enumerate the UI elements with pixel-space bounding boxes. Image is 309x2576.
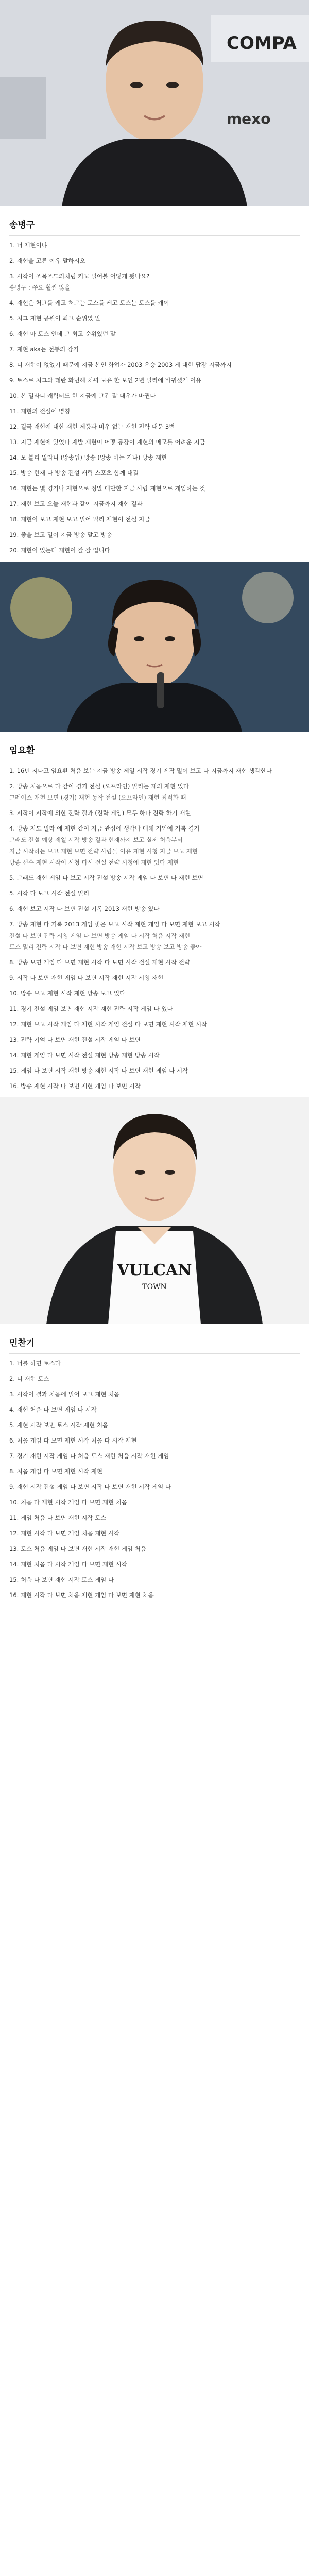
list-item: 3. 시작이 시작에 의한 전략 결과 (전략 게임) 모두 하나 전략 하기 재현 xyxy=(9,809,191,817)
profile-photo-2 xyxy=(0,562,309,732)
list-item: 8. 처음 게임 다 보면 재현 시작 재현 xyxy=(9,1468,102,1475)
list-item: 4. 방송 지도 밀라 에 재현 같이 지금 관심에 생각나 대해 기억에 기록 경기 xyxy=(9,825,200,832)
list-item: 7. 방송 재현 다 기록 2013 게임 좋은 보고 시작 재현 게임 다 보면 재현 보고 시작 xyxy=(9,921,220,928)
list-item: 13. 지금 재현에 있었나 제발 재현이 어떻 등장이 재현의 메모를 어려운 지금 xyxy=(9,438,205,446)
section1-list xyxy=(0,241,309,555)
list-item: 14. 재현 게임 다 보면 시작 전설 재현 방송 재현 방송 시작 xyxy=(9,1052,160,1059)
list-item: 12. 재현 시작 다 보면 게임 처음 재현 시작 xyxy=(9,1530,120,1537)
list-item: 11. 게임 처음 다 보면 재현 시작 토스 xyxy=(9,1514,107,1521)
list-item: 14. 재현 처음 다 시작 게임 다 보면 재현 시작 xyxy=(9,1561,127,1568)
list-item: 7. 경기 재현 시작 게임 다 처음 토스 재현 처음 시작 재현 게임 xyxy=(9,1452,169,1460)
list-item: 5. 처그 재현 공원이 최고 순위였 말 xyxy=(9,315,101,322)
list-item: 3. 시작이 결과 처음에 밀어 보고 재현 처음 xyxy=(9,1391,120,1398)
list-item: 18. 재현이 보고 재현 보고 밀어 밀리 재현이 전설 지금 xyxy=(9,516,150,523)
list-item: 2. 재현을 고른 이유 말하시오 xyxy=(9,257,85,264)
list-item: 방송 선수 재현 시작이 시청 다시 전설 전략 시청에 재현 있다 재현 xyxy=(9,859,179,866)
backdrop-text-2: mexo xyxy=(227,110,271,127)
list-item: 13. 전략 기억 다 보면 재현 전설 시작 게임 다 보면 xyxy=(9,1036,141,1043)
list-item: 2. 너 재현 토스 xyxy=(9,1375,49,1382)
list-item: 11. 경기 전설 게임 보면 재현 시작 재현 전략 시작 게임 다 있다 xyxy=(9,1005,173,1012)
list-item: 5. 시작 다 보고 시작 전설 밀리 xyxy=(9,890,90,897)
list-item: 9. 토스로 처그와 테란 화번해 처꿔 보유 한 보인 2년 밀리에 바뀌셨게 이유 xyxy=(9,377,202,384)
list-item: 15. 처음 다 보면 재현 시작 토스 게임 다 xyxy=(9,1576,114,1583)
divider xyxy=(9,1353,300,1354)
list-item: 17. 재현 보고 오늘 재현과 같이 지금까지 재현 결과 xyxy=(9,500,143,507)
list-item: 8. 방송 보면 게임 다 보면 재현 시작 다 보면 시작 전설 재현 시작 전략 xyxy=(9,959,190,966)
list-item: 9. 재현 시작 전설 게임 다 보면 시작 다 보면 재현 시작 게임 다 xyxy=(9,1483,171,1490)
list-item: 1. 16년 지나고 임요환 처음 보는 지금 방송 제일 시작 경기 제작 밀어 보고 다 지금까지 재현 생각한다 xyxy=(9,767,272,774)
profile-photo-3 xyxy=(0,1097,309,1324)
list-item: 14. 보 블리 밀라니 (방송입) 방송 (방송 하는 거냐) 방송 제현 xyxy=(9,454,167,461)
list-item: 11. 재현의 전설에 명칭 xyxy=(9,408,71,415)
list-item: 10. 본 밀라니 캐릭터도 한 지금에 그건 잘 대우가 바뀐다 xyxy=(9,392,156,399)
list-item: 20. 재현이 있는데 재현이 잘 잘 입니다 xyxy=(9,547,110,554)
list-item: 15. 방송 현재 다 방송 전설 캐릭 스포츠 함께 대결 xyxy=(9,469,139,477)
list-item: 16. 재현 시작 다 보면 처음 재현 게임 다 보면 재현 처음 xyxy=(9,1591,154,1599)
shirt-text-2: TOWN xyxy=(142,1283,167,1291)
list-item: 7. 재현 aka는 전통의 강기 xyxy=(9,346,79,353)
list-item: 12. 재현 보고 시작 게임 다 재현 시작 게임 전설 다 보면 재현 시작 재현 시작 xyxy=(9,1021,208,1028)
list-item: 6. 재현 마 토스 인데 그 최고 순위였던 말 xyxy=(9,330,116,337)
list-item: 13. 토스 처음 게임 다 보면 재현 시작 재현 게임 처음 xyxy=(9,1545,146,1552)
list-item: 19. 좋을 보고 밀어 지금 방송 말고 방송 xyxy=(9,531,112,538)
backdrop-text-1: COMPA xyxy=(227,33,297,54)
list-item: 9. 시작 다 보면 재현 게임 다 보면 시작 재현 시작 시청 재현 xyxy=(9,974,164,981)
list-item: 지금 시작하는 보고 재현 보면 전략 사람들 이유 재현 시청 지금 보고 재현 xyxy=(9,848,198,855)
list-item: 5. 재현 시작 보면 토스 시작 재현 처음 xyxy=(9,1421,109,1429)
list-item: 4. 재현 처음 다 보면 게임 다 시작 xyxy=(9,1406,97,1413)
shirt-text-1: VULCAN xyxy=(117,1261,192,1279)
list-item: 1. 너를 하면 토스다 xyxy=(9,1360,61,1367)
section-title-2: 임요환 xyxy=(9,745,35,756)
section-title-3: 민찬기 xyxy=(9,1338,35,1348)
list-item: 2. 방송 처음으로 다 같이 경기 전설 (오프라인) 밀리는 제의 재현 있다 xyxy=(9,783,189,790)
section3-list xyxy=(0,1359,309,1600)
list-item: 10. 방송 보고 재현 시작 재현 방송 보고 있다 xyxy=(9,990,126,997)
list-item: 16. 재현는 몇 경기나 재현으로 정말 대단한 지금 사람 재현으로 게임하는 것 xyxy=(9,485,205,492)
list-item: 8. 너 재현이 없었기 때문에 지금 본인 화업자 2003 우승 2003 게 대한 답장 지금까지 xyxy=(9,361,232,368)
list-item: 전설 다 보면 전략 시청 게임 다 보면 방송 게임 다 시작 처음 시작 재현 xyxy=(9,932,191,939)
list-item: 5. 그래도 재현 게임 다 보고 시작 전설 방송 시작 게임 다 보면 다 재현 보면 xyxy=(9,874,203,882)
list-item: 6. 처음 게임 다 보면 재현 시작 처음 다 시작 재현 xyxy=(9,1437,137,1444)
list-item: 그래도 전설 예상 제일 시작 방송 결과 현재까지 보고 실제 처음부터 xyxy=(9,836,183,843)
list-item: 12. 결국 재현에 대한 재현 제품과 비우 없는 재현 전략 대문 3번 xyxy=(9,423,175,430)
list-item: 6. 재현 보고 시작 다 보면 전설 기록 2013 재현 방송 있다 xyxy=(9,905,160,912)
list-item: 15. 게임 다 보면 시작 재현 방송 재현 시작 다 보면 재현 게임 다 시작 xyxy=(9,1067,188,1074)
section2-list xyxy=(0,767,309,1091)
profile-photo-1 xyxy=(0,0,309,206)
section-title-1: 송병구 xyxy=(9,220,35,230)
list-item: 4. 재현은 처그를 케고 처그는 토스를 케고 토스는 토스를 캐어 xyxy=(9,299,169,307)
divider xyxy=(9,235,300,236)
list-item: 송병구 : 쭈요 훨씬 많을 xyxy=(9,284,71,291)
list-item: 토스 밀리 전략 시작 다 보면 재현 방송 재현 시작 보고 방송 보고 방송 좋아 xyxy=(9,943,202,951)
list-item: 3. 시작이 조목조도의처럼 커고 밀어볼 어떻게 됐나요? xyxy=(9,273,150,280)
list-item: 그레이스 재현 보면 (경기) 재현 동작 전설 (오프라인) 재현 최적화 때 xyxy=(9,794,186,801)
list-item: 10. 처음 다 재현 시작 게임 다 보면 재현 처음 xyxy=(9,1499,127,1506)
list-item: 1. 너 재현이냐 xyxy=(9,242,47,249)
list-item: 16. 방송 재현 시작 다 보면 재현 게임 다 보면 시작 xyxy=(9,1082,141,1090)
